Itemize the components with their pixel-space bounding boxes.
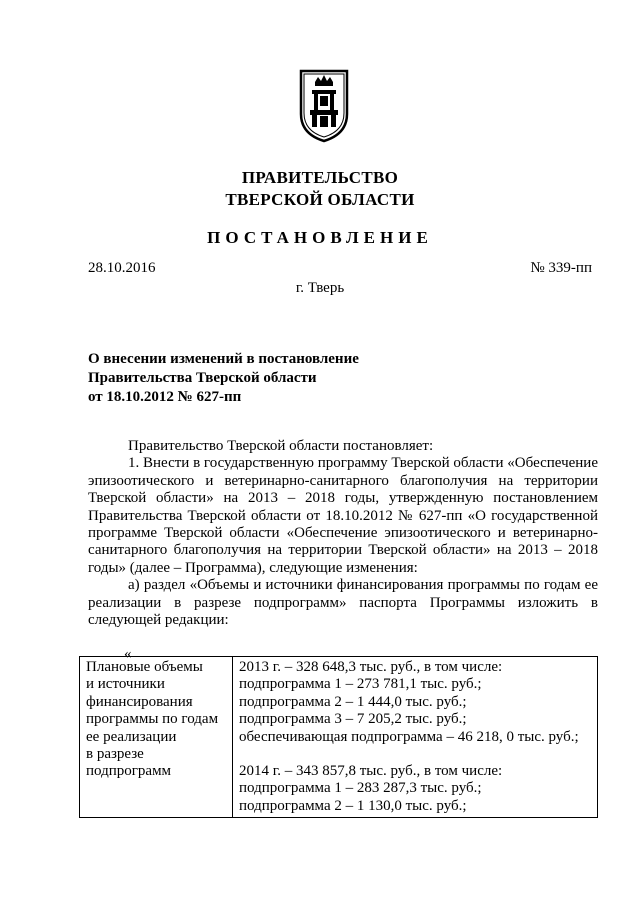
finance-line: подпрограмма 3 – 7 205,2 тыс. руб.; <box>239 711 467 728</box>
subject-line: от 18.10.2012 № 627-пп <box>88 389 242 405</box>
label-line: в разрезе <box>86 746 144 763</box>
coat-of-arms-emblem <box>298 68 350 144</box>
opening-quote-mark: « <box>124 646 132 662</box>
finance-line: подпрограмма 1 – 273 781,1 тыс. руб.; <box>239 676 482 693</box>
intro-paragraph: Правительство Тверской области постановляет: <box>128 438 434 454</box>
finance-line: обеспечивающая подпрограмма – 46 218, 0 тыс. руб.; <box>239 728 579 745</box>
financing-table <box>79 656 598 818</box>
point-1-paragraph: 1. Внести в государственную программу Тверской области «Обеспечение эпизоотического и ветеринарно-санитарного благополучия на территории Тверской области» на 2013 – 2018 годы, утвержденную постановлением Правительства Тверской области от 18.10.2012 № 627-пп «О государственной программе Тверской области «Обеспечение эпизоотического и ветеринарно-санитарного благополучия на территории Тверской области» на 2013 – 2018 годы» (далее – Программа), следующие изменения: <box>88 455 598 576</box>
label-line: ее реализации <box>86 728 177 745</box>
subpoint-a-paragraph: а) раздел «Объемы и источники финансирования программы по годам ее реализации в разрезе подпрограмм» паспорта Программы изложить в следующей редакции: <box>88 577 598 629</box>
table-value-cell <box>233 657 598 818</box>
finance-line: 2014 г. – 343 857,8 тыс. руб., в том числе: <box>239 763 503 780</box>
label-line: подпрограмм <box>86 763 172 780</box>
year-2013-block <box>239 659 591 746</box>
org-title-line2: ТВЕРСКОЙ ОБЛАСТИ <box>225 190 415 209</box>
document-type: ПОСТАНОВЛЕНИЕ <box>207 228 433 247</box>
label-line: финансирования <box>86 693 193 710</box>
table-row <box>80 657 598 818</box>
document-number: № 339-пп <box>530 260 592 276</box>
subject-line: Правительства Тверской области <box>88 370 317 386</box>
label-line: программы по годам <box>86 711 219 728</box>
document-city: г. Тверь <box>295 280 345 296</box>
subject-line: О внесении изменений в постановление <box>88 351 359 367</box>
finance-line: подпрограмма 1 – 283 287,3 тыс. руб.; <box>239 780 482 797</box>
table-label-cell <box>80 657 233 818</box>
document-body <box>88 438 598 629</box>
org-title-line1: ПРАВИТЕЛЬСТВО <box>241 168 399 187</box>
finance-line: 2013 г. – 328 648,3 тыс. руб., в том числе: <box>239 659 503 675</box>
finance-line: подпрограмма 2 – 1 130,0 тыс. руб.; <box>239 797 467 814</box>
label-line: Плановые объемы <box>86 659 203 675</box>
label-line: и источники <box>86 676 165 693</box>
document-date: 28.10.2016 <box>88 260 156 276</box>
finance-line: подпрограмма 2 – 1 444,0 тыс. руб.; <box>239 693 467 710</box>
document-subject <box>88 350 408 407</box>
year-2014-block <box>239 763 591 815</box>
